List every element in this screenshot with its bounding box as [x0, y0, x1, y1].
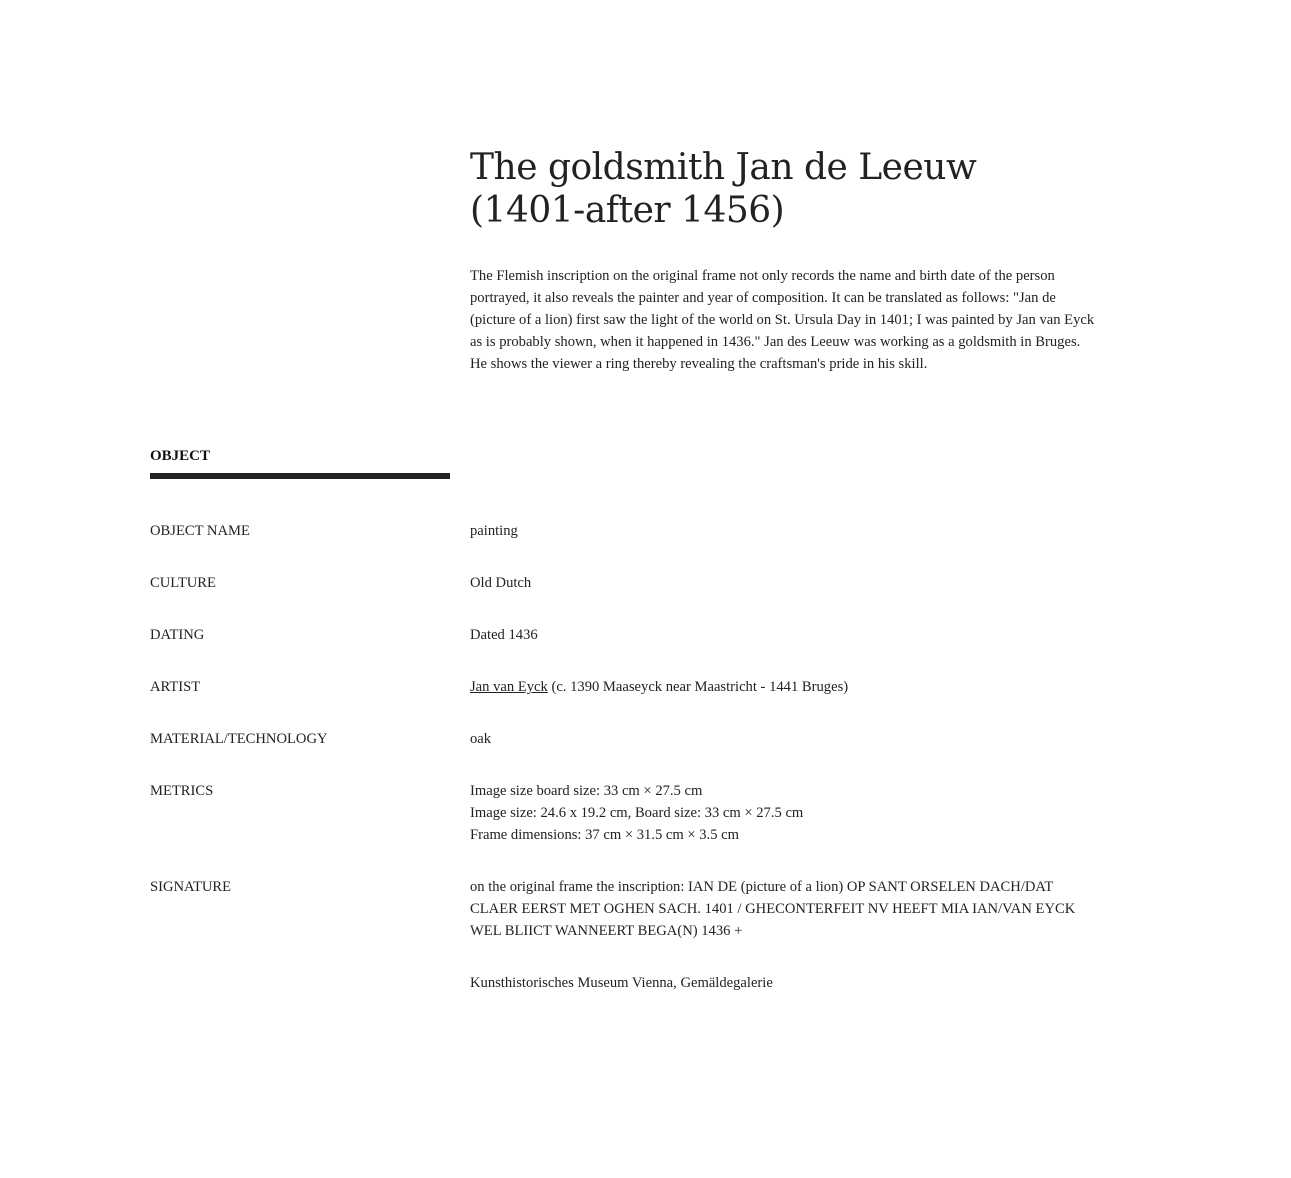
detail-row-object-name [150, 520, 1095, 542]
detail-value: on the original frame the inscription: IAN DE (picture of a lion) OP SANT ORSELEN DACH/DAT CLAER EERST MET OGHEN SACH. 1401 / GHECONTERFEIT NV HEEFT MIA IAN/VAN EYCK WEL BLIICT WANNEERT BEGA(N) 1436 + [470, 879, 1076, 939]
collection-credit: Kunsthistorisches Museum Vienna, Gemäldegalerie [470, 975, 773, 991]
detail-label: SIGNATURE [150, 879, 232, 895]
detail-label: ARTIST [150, 679, 201, 695]
metric-line: Image size: 24.6 x 19.2 cm, Board size: 33 cm × 27.5 cm [470, 805, 804, 821]
detail-value [470, 676, 1095, 698]
artwork-title: The goldsmith Jan de Leeuw (1401-after 1456) [470, 147, 977, 231]
detail-label: CULTURE [150, 575, 216, 591]
detail-label: DATING [150, 627, 205, 643]
detail-label: MATERIAL/TECHNOLOGY [150, 731, 328, 747]
object-section-heading: OBJECT [150, 448, 211, 464]
detail-row-culture [150, 572, 1095, 594]
detail-row-metrics [150, 780, 1095, 846]
detail-label: OBJECT NAME [150, 523, 250, 539]
detail-value: oak [470, 731, 492, 747]
detail-value [470, 780, 1095, 846]
detail-row-artist [150, 676, 1095, 698]
detail-row-dating [150, 624, 1095, 646]
detail-row-signature [150, 876, 1095, 942]
artwork-description: The Flemish inscription on the original frame not only records the name and birth date of the person portrayed, it also reveals the painter and year of composition. It can be translated as follows: "Jan de (picture of a lion) first saw the light of the world on St. Ursula Day in 1401; I was painted by Jan van Eyck as is probably shown, when it happened in 1436." Jan des Leeuw was working as a goldsmith in Bruges. He shows the viewer a ring thereby revealing the craftsman's pride in his skill. [470, 268, 1095, 372]
detail-label: METRICS [150, 783, 214, 799]
artist-link[interactable]: Jan van Eyck [470, 679, 548, 695]
object-details-list [150, 520, 1095, 972]
section-divider [150, 473, 450, 479]
detail-row-material [150, 728, 1095, 750]
detail-value: Dated 1436 [470, 627, 538, 643]
metric-line: Frame dimensions: 37 cm × 31.5 cm × 3.5 cm [470, 827, 739, 843]
metric-line: Image size board size: 33 cm × 27.5 cm [470, 783, 703, 799]
detail-value: Old Dutch [470, 575, 532, 591]
detail-value: painting [470, 523, 518, 539]
artist-lifespan: (c. 1390 Maaseyck near Maastricht - 1441 Bruges) [547, 679, 849, 695]
